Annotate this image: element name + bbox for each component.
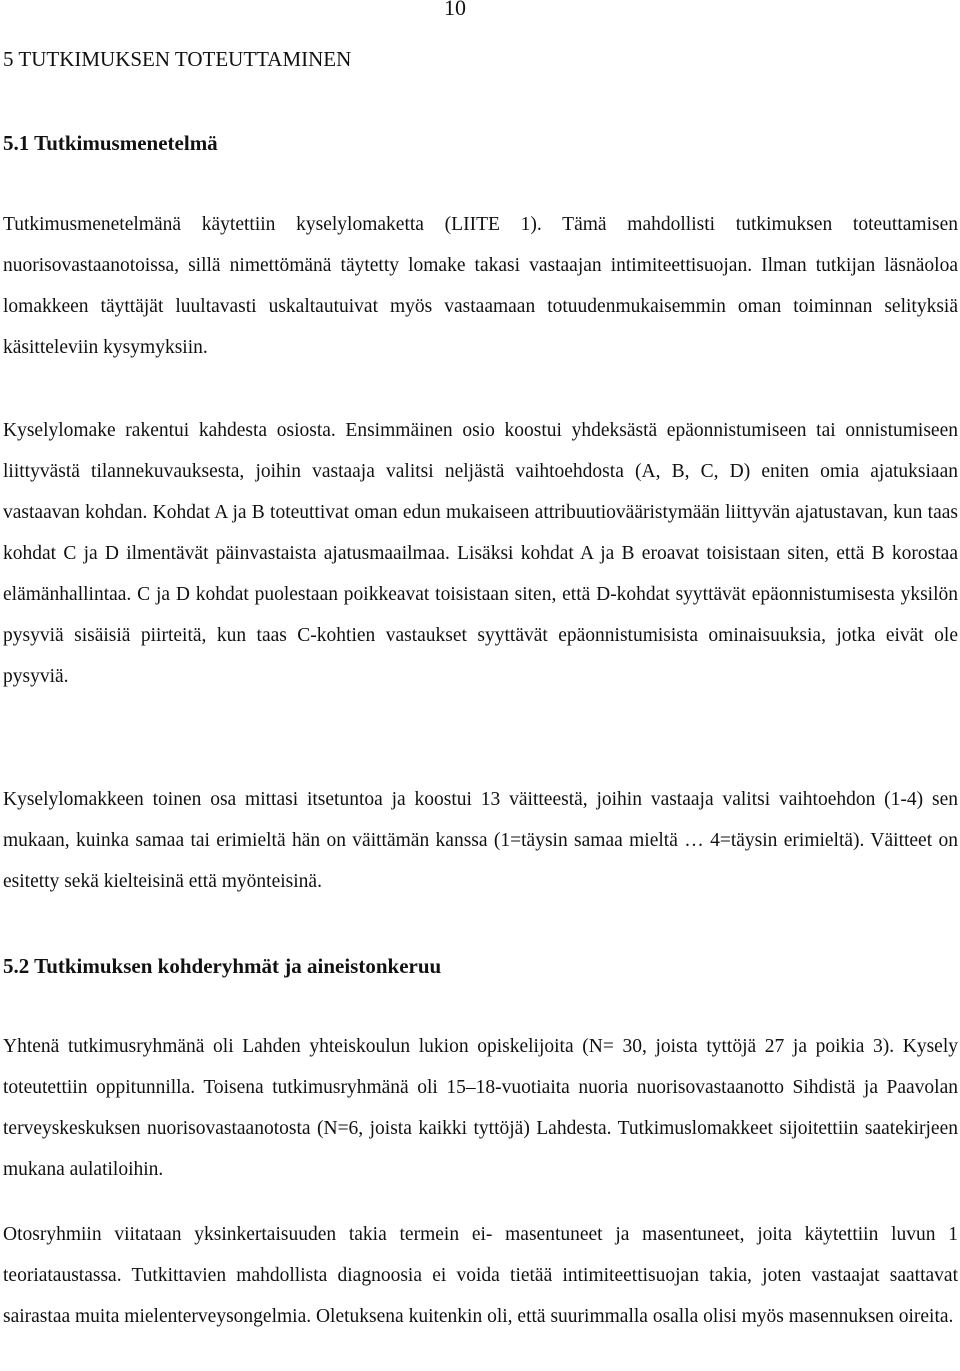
paragraph-method-intro: Tutkimusmenetelmänä käytettiin kyselylomaketta (LIITE 1). Tämä mahdollisti tutkimuksen toteuttamisen nuorisovastaanotoissa, sillä nimettömänä täytetty lomake takasi vastaajan intimiteettisuojan. Ilman tutkijan läsnäoloa lomakkeen täyttäjät luultavasti uskaltautuivat myös vastaamaan totuudenmukaisemmin oman toiminnan selityksiä käsitteleviin kysymyksiin. <box>3 214 958 358</box>
section-heading-5-2: 5.2 Tutkimuksen kohderyhmät ja aineistonkeruu <box>3 954 442 978</box>
paragraph-questionnaire-part-one: Kyselylomake rakentui kahdesta osiosta. Ensimmäinen osio koostui yhdeksästä epäonnistumiseen tai onnistumiseen liittyvästä tilannekuvauksesta, joihin vastaaja valitsi neljästä vaihtoehdosta (A, B, C, D) eniten omia ajatuksiaan vastaavan kohdan. Kohdat A ja B toteuttivat oman edun mukaiseen attribuutiovääristymään liittyvän ajatustavan, kun taas kohdat C ja D ilmentävät päinvastaista ajatusmaailmaa. Lisäksi kohdat A ja B eroavat toisistaan siten, että B korostaa elämänhallintaa. C ja D kohdat puolestaan poikkeavat toisistaan siten, että D-kohdat syyttävät epäonnistumisesta yksilön pysyviä sisäisiä piirteitä, kun taas C-kohtien vastaukset syyttävät epäonnistumisista ominaisuuksia, jotka eivät ole pysyviä. <box>3 420 958 687</box>
section-heading-5-1: 5.1 Tutkimusmenetelmä <box>3 131 218 155</box>
page-number: 10 <box>444 0 466 20</box>
paragraph-sample-naming: Otosryhmiin viitataan yksinkertaisuuden takia termein ei- masentuneet ja masentuneet, joita käytettiin luvun 1 teoriataustassa. Tutkittavien mahdollista diagnoosia ei voida tietää intimiteettisuojan takia, joten vastaajat saattavat sairastaa muita mielenterveysongelmia. Oletuksena kuitenkin oli, että suurimmalla osalla olisi myös masennuksen oireita. <box>3 1224 958 1327</box>
chapter-heading: 5 TUTKIMUKSEN TOTEUTTAMINEN <box>3 47 352 71</box>
paragraph-questionnaire-part-two: Kyselylomakkeen toinen osa mittasi itsetuntoa ja koostui 13 väitteestä, joihin vastaaja valitsi vaihtoehdon (1-4) sen mukaan, kuinka samaa tai erimieltä hän on väittämän kanssa (1=täysin samaa mieltä … 4=täysin erimieltä). Väitteet on esitetty sekä kielteisinä että myönteisinä. <box>3 789 958 892</box>
paragraph-target-groups: Yhtenä tutkimusryhmänä oli Lahden yhteiskoulun lukion opiskelijoita (N= 30, joista tyttöjä 27 ja poikia 3). Kysely toteutettiin oppitunnilla. Toisena tutkimusryhmänä oli 15–18-vuotiaita nuoria nuorisovastaanotto Sihdistä ja Paavolan terveyskeskuksen nuorisovastaanotosta (N=6, joista kaikki tyttöjä) Lahdesta. Tutkimuslomakkeet sijoitettiin saatekirjeen mukana aulatiloihin. <box>3 1036 958 1180</box>
